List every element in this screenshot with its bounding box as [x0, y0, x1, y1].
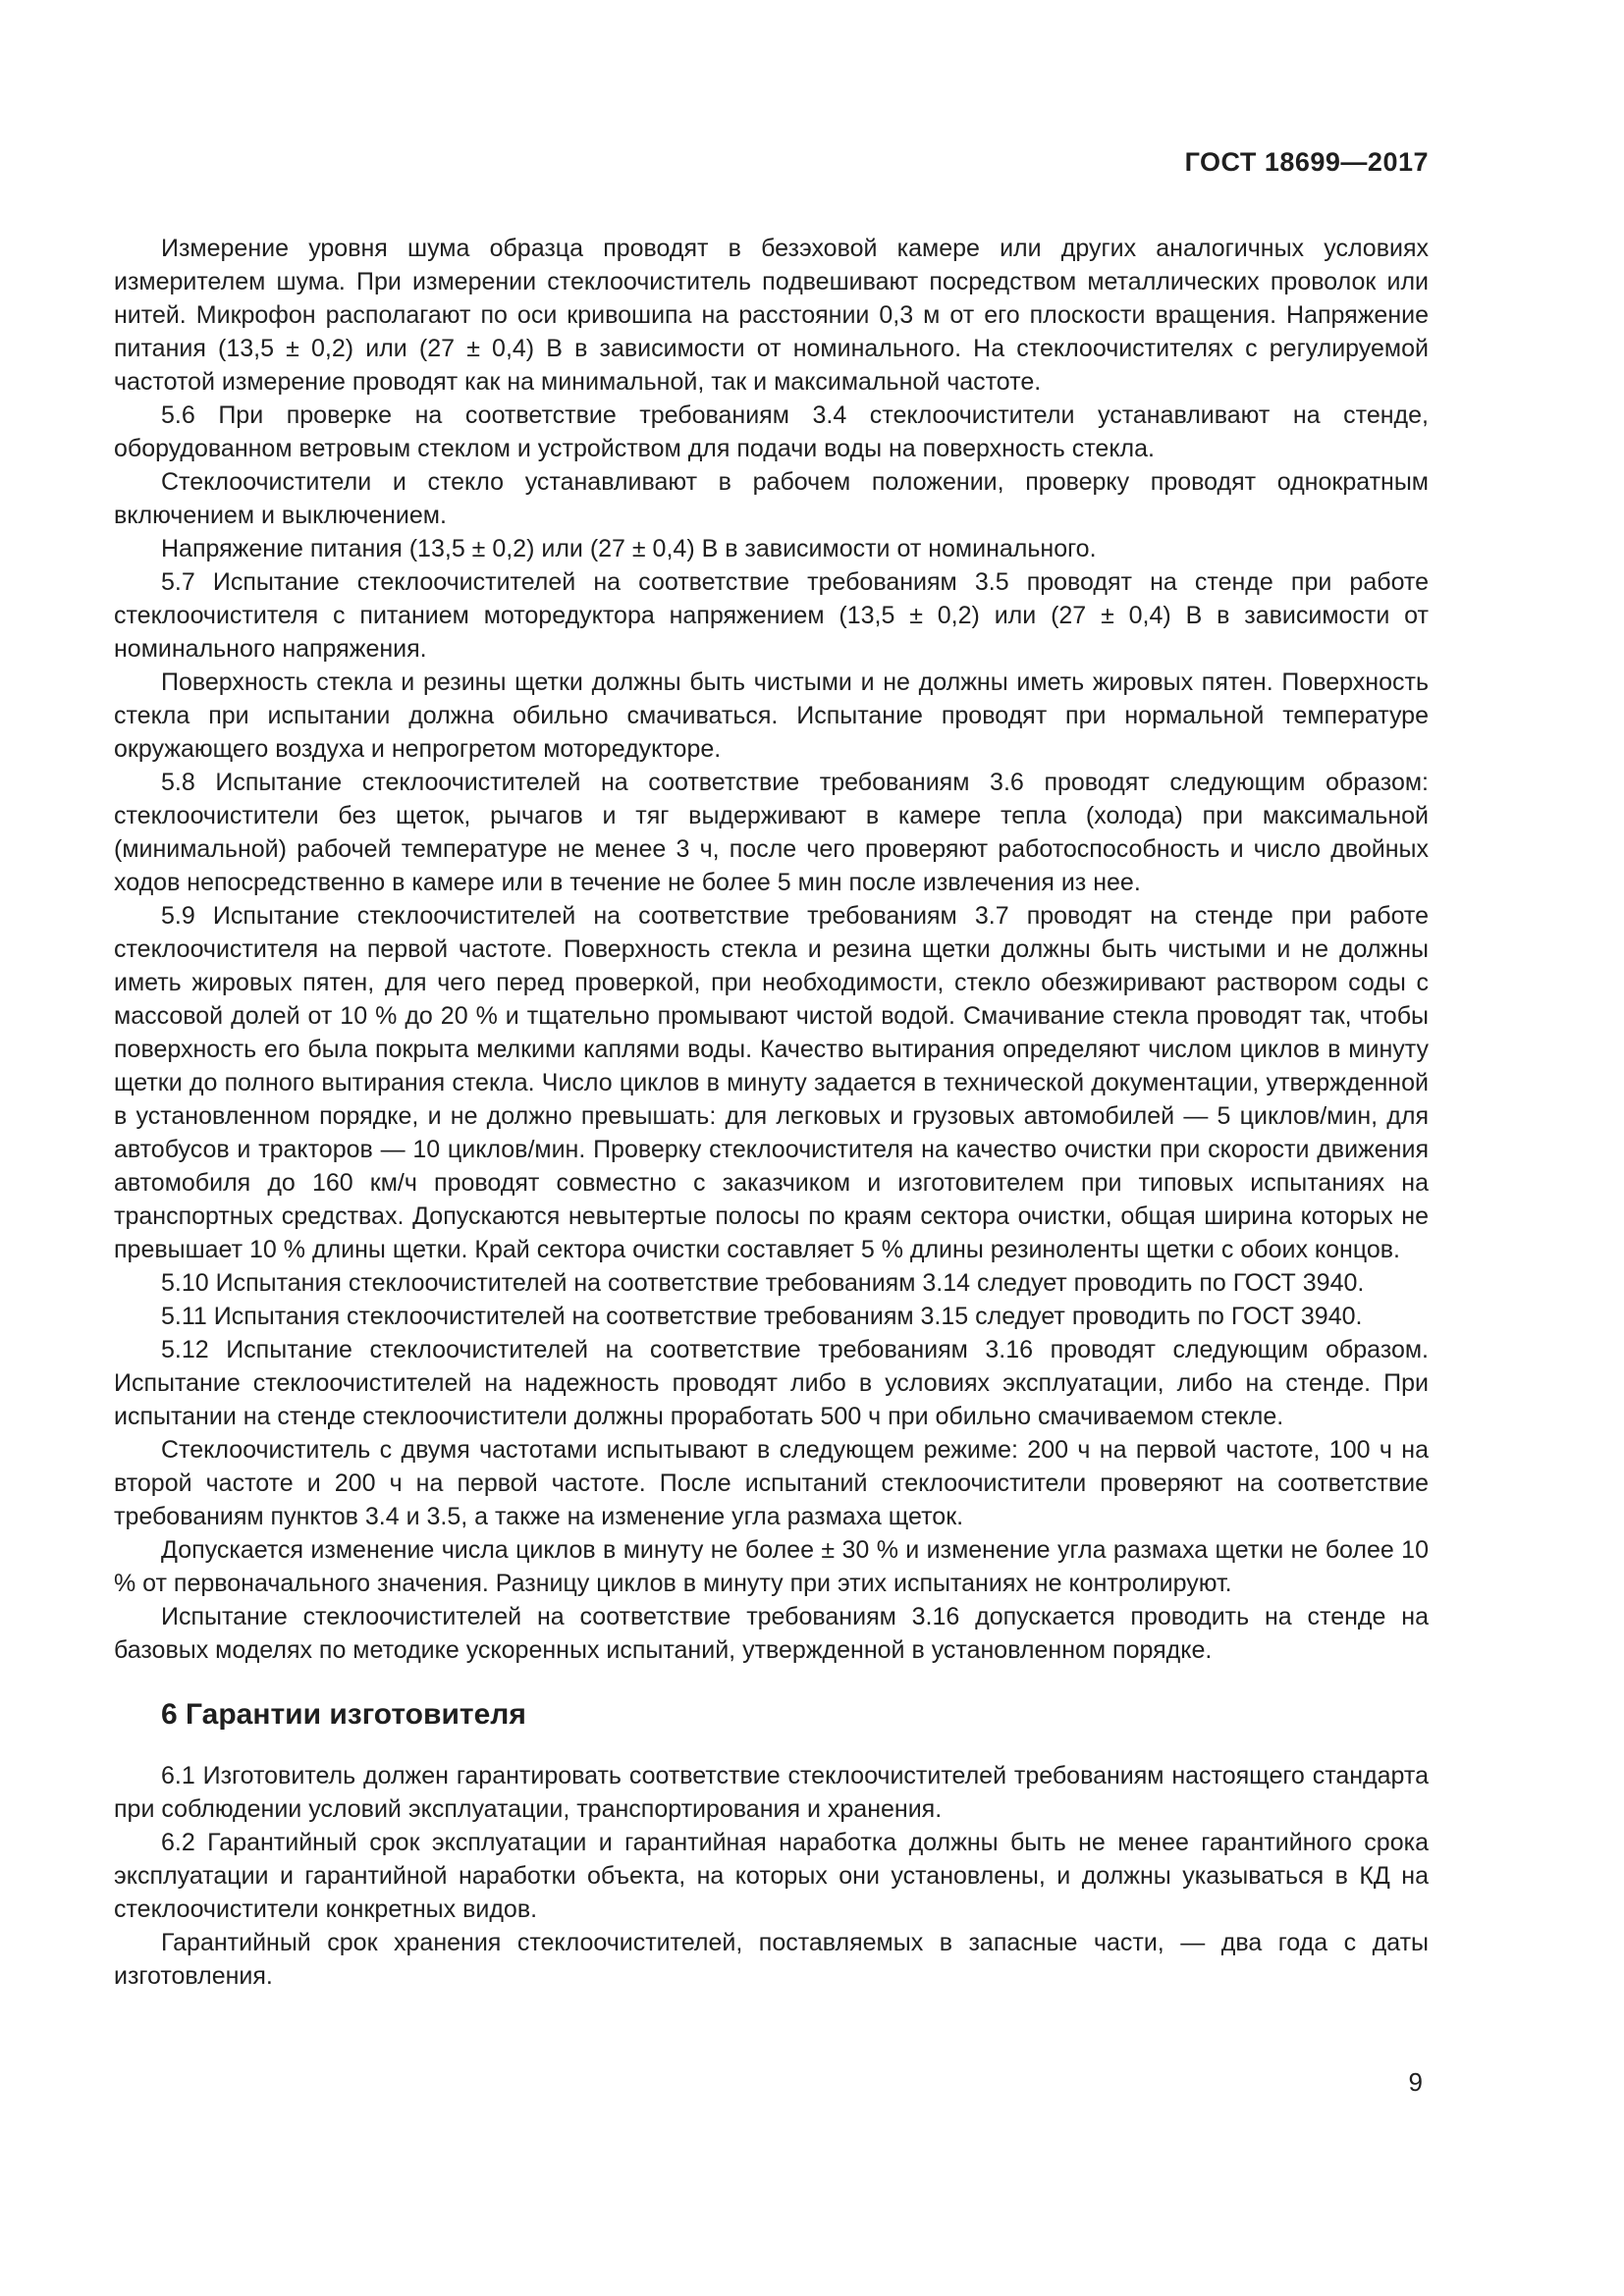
paragraph-6-2-cont: Гарантийный срок хранения стеклоочистителей, поставляемых в запасные части, — два года с даты изготовления. [114, 1929, 1429, 1990]
clause-5-body [114, 232, 1429, 1667]
paragraph-6-1: 6.1 Изготовитель должен гарантировать соответствие стеклоочистителей требованиям настоящего стандарта при соблюдении условий эксплуатации, транспортирования и хранения. [114, 1762, 1429, 1823]
paragraph-5-6-cont-2: Напряжение питания (13,5 ± 0,2) или (27 ± 0,4) В в зависимости от номинального. [161, 535, 1097, 562]
paragraph-5-10: 5.10 Испытания стеклоочистителей на соответствие требованиям 3.14 следует проводить по ГОСТ 3940. [161, 1269, 1365, 1297]
clause-6-body [114, 1759, 1429, 1993]
paragraph-5-12-cont-3: Испытание стеклоочистителей на соответствие требованиям 3.16 допускается проводить на стенде на базовых моделях по методике ускоренных испытаний, утвержденной в установленном порядке. [114, 1603, 1429, 1664]
paragraph-5-6-cont-1: Стеклоочистители и стекло устанавливают в рабочем положении, проверку проводят однократным включением и выключением. [114, 468, 1429, 529]
paragraph-5-12-cont-1: Стеклоочиститель с двумя частотами испытывают в следующем режиме: 200 ч на первой частоте, 100 ч на второй частоте и 200 ч на первой частоте. После испытаний стеклоочистители проверяют на соответствие требованиям пунктов 3.4 и 3.5, а также на изменение угла размаха щеток. [114, 1436, 1429, 1530]
page-content [114, 147, 1429, 1993]
paragraph-5-7-cont: Поверхность стекла и резины щетки должны быть чистыми и не должны иметь жировых пятен. Поверхность стекла при испытании должна обильно смачиваться. Испытание проводят при нормальной температуре окружающего воздуха и непрогретом моторедукторе. [114, 668, 1429, 763]
paragraph-5-6: 5.6 При проверке на соответствие требованиям 3.4 стеклоочистители устанавливают на стенде, оборудованном ветровым стеклом и устройством для подачи воды на поверхность стекла. [114, 401, 1429, 462]
section-6-heading: 6 Гарантии изготовителя [161, 1698, 526, 1731]
paragraph-5-11: 5.11 Испытания стеклоочистителей на соответствие требованиям 3.15 следует проводить по ГОСТ 3940. [161, 1303, 1363, 1330]
paragraph-5-8: 5.8 Испытание стеклоочистителей на соответствие требованиям 3.6 проводят следующим образом: стеклоочистители без щеток, рычагов и тяг выдерживают в камере тепла (холода) при максимальной (минимальной) рабочей температуре не менее 3 ч, после чего проверяют работоспособность и число двойных ходов непосредственно в камере или в течение не более 5 мин после извлечения из нее. [114, 769, 1429, 896]
standard-code-header: ГОСТ 18699—2017 [1184, 147, 1429, 177]
paragraph-5-9: 5.9 Испытание стеклоочистителей на соответствие требованиям 3.7 проводят на стенде при работе стеклоочистителя на первой частоте. Поверхность стекла и резина щетки должны быть чистыми и не должны иметь жировых пятен, для чего перед проверкой, при необходимости, стекло обезжиривают раствором соды с массовой долей от 10 % до 20 % и тщательно промывают чистой водой. Смачивание стекла проводят так, чтобы поверхность его была покрыта мелкими каплями воды. Качество вытирания определяют числом циклов в минуту щетки до полного вытирания стекла. Число циклов в минуту задается в технической документации, утвержденной в установленном порядке, и не должно превышать: для легковых и грузовых автомобилей — 5 циклов/мин, для автобусов и тракторов — 10 циклов/мин. Проверку стеклоочистителя на качество очистки при скорости движения автомобиля до 160 км/ч проводят совместно с заказчиком и изготовителем при типовых испытаниях на транспортных средствах. Допускаются невытертые полосы по краям сектора очистки, общая ширина которых не превышает 10 % длины щетки. Край сектора очистки составляет 5 % длины резиноленты щетки с обоих концов. [114, 902, 1429, 1263]
paragraph-6-2: 6.2 Гарантийный срок эксплуатации и гарантийная наработка должны быть не менее гарантийного срока эксплуатации и гарантийной наработки объекта, на которых они установлены, и должны указываться в КД на стеклоочистители конкретных видов. [114, 1829, 1429, 1923]
page-number: 9 [1408, 2067, 1423, 2097]
paragraph-5-7: 5.7 Испытание стеклоочистителей на соответствие требованиям 3.5 проводят на стенде при работе стеклоочистителя с питанием моторедуктора напряжением (13,5 ± 0,2) или (27 ± 0,4) В в зависимости от номинального напряжения. [114, 568, 1429, 663]
paragraph-5-12-cont-2: Допускается изменение числа циклов в минуту не более ± 30 % и изменение угла размаха щетки не более 10 % от первоначального значения. Разницу циклов в минуту при этих испытаниях не контролируют. [114, 1536, 1429, 1597]
paragraph-5-12: 5.12 Испытание стеклоочистителей на соответствие требованиям 3.16 проводят следующим образом. Испытание стеклоочистителей на надежность проводят либо в условиях эксплуатации, либо на стенде. При испытании на стенде стеклоочистители должны проработать 500 ч при обильно смачиваемом стекле. [114, 1336, 1429, 1430]
paragraph-noise-measurement: Измерение уровня шума образца проводят в безэховой камере или других аналогичных условиях измерителем шума. При измерении стеклоочиститель подвешивают посредством металлических проволок или нитей. Микрофон располагают по оси кривошипа на расстоянии 0,3 м от его плоскости вращения. Напряжение питания (13,5 ± 0,2) или (27 ± 0,4) В в зависимости от номинального. На стеклоочистителях с регулируемой частотой измерение проводят как на минимальной, так и максимальной частоте. [114, 235, 1429, 396]
